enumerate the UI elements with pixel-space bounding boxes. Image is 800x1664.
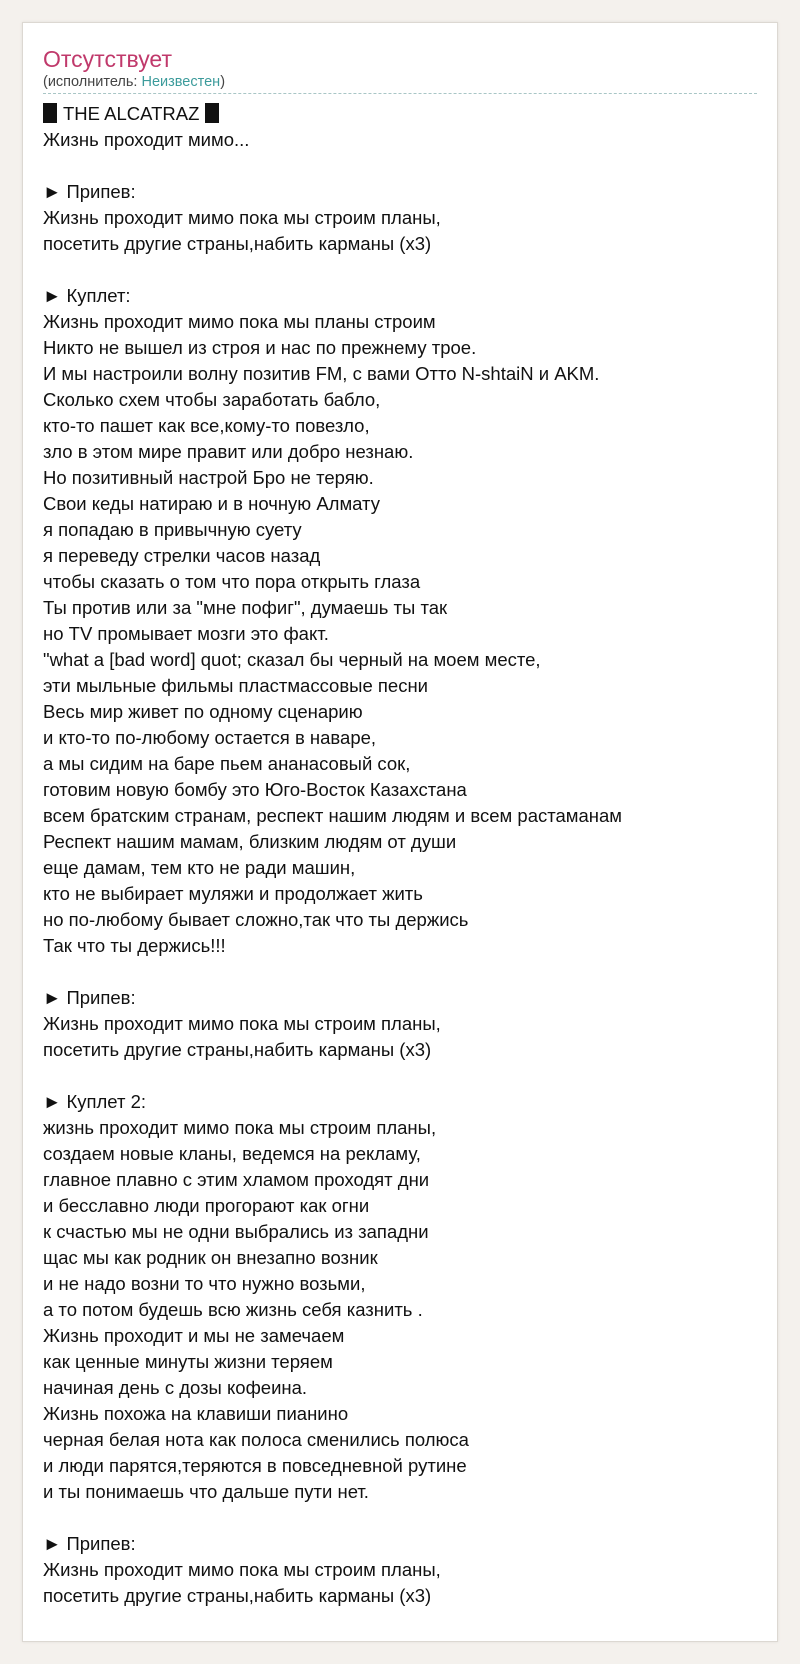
lyrics-blank-line [43, 257, 759, 283]
lyrics-card [22, 22, 778, 1642]
lyrics-line: и люди парятся,теряются в повседневной рутине [43, 1455, 467, 1476]
lyrics-blank-line [43, 1505, 759, 1531]
lyrics-line: всем братским странам, респект нашим людям и всем растаманам [43, 805, 623, 826]
lyrics-line: Ты против или за "мне пофиг", думаешь ты так [43, 597, 448, 618]
lyrics-line: посетить другие страны,набить карманы (x3) [43, 1585, 432, 1606]
lyrics-line: как ценные минуты жизни теряем [43, 1351, 333, 1372]
lyrics-line: щас мы как родник он внезапно возник [43, 1247, 378, 1268]
lyrics-line: создаем новые кланы, ведемся на рекламу, [43, 1143, 421, 1164]
lyrics-blank-line [43, 959, 759, 985]
lyrics-line: и не надо возни то что нужно возьми, [43, 1273, 366, 1294]
lyrics-line: и ты понимаешь что дальше пути нет. [43, 1481, 369, 1502]
lyrics-line: готовим новую бомбу это Юго-Восток Казахстана [43, 779, 467, 800]
heading-text: THE ALCATRAZ [63, 103, 200, 124]
lyrics-line: главное плавно с этим хламом проходят дни [43, 1169, 430, 1190]
lyrics-line: черная белая нота как полоса сменились полюса [43, 1429, 469, 1450]
lyrics-line: ► Припев: [43, 181, 136, 202]
lyrics-line: Но позитивный настрой Бро не теряю. [43, 467, 374, 488]
lyrics-line: жизнь проходит мимо пока мы строим планы, [43, 1117, 437, 1138]
lyrics-line: И мы настроили волну позитив FM, с вами Отто N-shtaiN и AKM. [43, 363, 600, 384]
lyrics-line: посетить другие страны,набить карманы (x3) [43, 1039, 432, 1060]
lyrics-line: кто-то пашет как все,кому-то повезло, [43, 415, 370, 436]
lyrics-line: Сколько схем чтобы заработать бабло, [43, 389, 381, 410]
lyrics-line: Весь мир живет по одному сценарию [43, 701, 363, 722]
lyrics-body [43, 101, 759, 1609]
lyrics-line: Жизнь похожа на клавиши пианино [43, 1403, 349, 1424]
lyrics-blank-line [43, 1063, 759, 1089]
artist-line [43, 73, 225, 91]
lyrics-blank-line [43, 153, 759, 179]
lyrics-line: но TV промывает мозги это факт. [43, 623, 329, 644]
lyrics-line: еще дамам, тем кто не ради машин, [43, 857, 356, 878]
lyrics-line: Свои кеды натираю и в ночную Алмату [43, 493, 380, 514]
lyrics-line: ► Припев: [43, 1533, 136, 1554]
song-title: Отсутствует [43, 46, 172, 72]
lyrics-line: а мы сидим на баре пьем ананасовый сок, [43, 753, 411, 774]
lyrics-line: "what a [bad word] quot; сказал бы черный на моем месте, [43, 649, 541, 670]
artist-link[interactable]: Неизвестен [141, 74, 221, 90]
artist-suffix: ) [220, 74, 226, 90]
lyrics-line: и кто-то по-любому остается в наваре, [43, 727, 377, 748]
lyrics-line: Жизнь проходит мимо пока мы строим планы, [43, 1559, 441, 1580]
block-right-icon [205, 103, 219, 123]
title-divider [43, 93, 757, 94]
lyrics-line: Так что ты держись!!! [43, 935, 226, 956]
lyrics-line: Жизнь проходит мимо пока мы строим планы, [43, 1013, 441, 1034]
lyrics-line: чтобы сказать о том что пора открыть глаза [43, 571, 421, 592]
lyrics-line: Жизнь проходит и мы не замечаем [43, 1325, 345, 1346]
lyrics-line: к счастью мы не одни выбрались из западни [43, 1221, 429, 1242]
lyrics-line: Никто не вышел из строя и нас по прежнему трое. [43, 337, 477, 358]
lyrics-line: но по-любому бывает сложно,так что ты держись [43, 909, 469, 930]
lyrics-line: ► Куплет: [43, 285, 131, 306]
lyrics-line: эти мыльные фильмы пластмассовые песни [43, 675, 429, 696]
lyrics-line: Респект нашим мамам, близким людям от души [43, 831, 457, 852]
lyrics-line: и бесславно люди прогорают как огни [43, 1195, 370, 1216]
artist-prefix: (исполнитель: [43, 74, 142, 90]
lyrics-line: ► Куплет 2: [43, 1091, 147, 1112]
lyrics-line: кто не выбирает муляжи и продолжает жить [43, 883, 423, 904]
lyrics-line: начиная день с дозы кофеина. [43, 1377, 308, 1398]
lyrics-line: а то потом будешь всю жизнь себя казнить . [43, 1299, 423, 1320]
lyrics-line: я переведу стрелки часов назад [43, 545, 321, 566]
lyrics-line: ► Припев: [43, 987, 136, 1008]
block-left-icon [43, 103, 57, 123]
lyrics-line: я попадаю в привычную суету [43, 519, 302, 540]
lyrics-line: Жизнь проходит мимо... [43, 129, 250, 150]
lyrics-line: посетить другие страны,набить карманы (x3) [43, 233, 432, 254]
lyrics-line: зло в этом мире правит или добро незнаю. [43, 441, 414, 462]
lyrics-line: Жизнь проходит мимо пока мы строим планы, [43, 207, 441, 228]
lyrics-heading [43, 101, 759, 127]
lyrics-line: Жизнь проходит мимо пока мы планы строим [43, 311, 436, 332]
